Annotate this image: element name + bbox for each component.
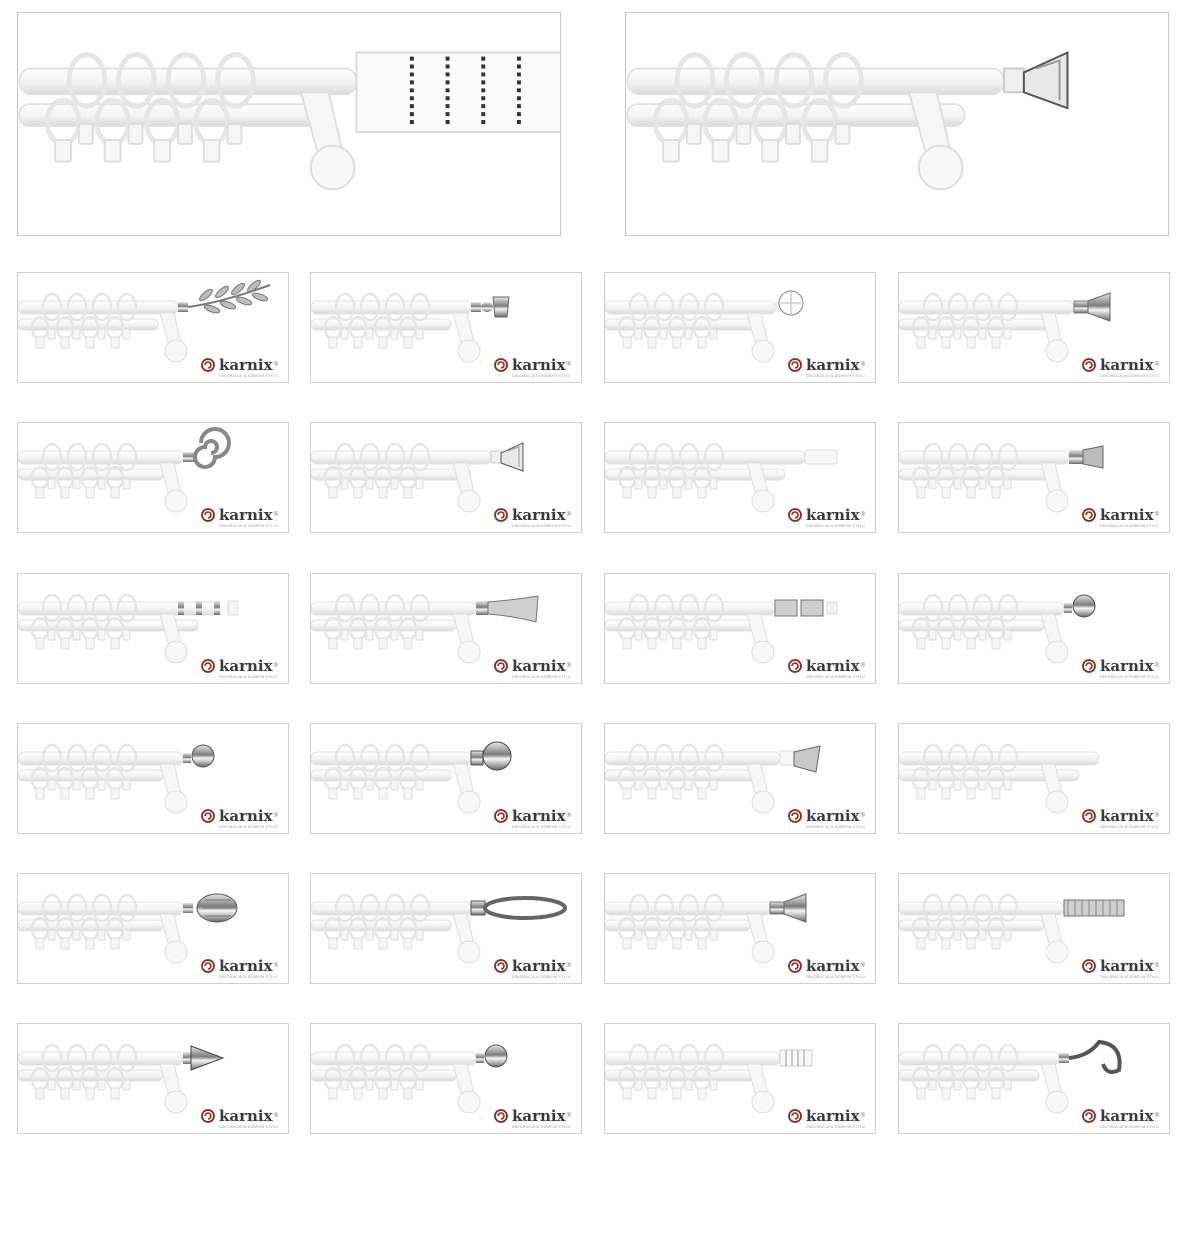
brand-tagline: DEKORACJA W DOBRYM STYLU [806, 975, 865, 979]
registered-mark: ® [273, 362, 278, 368]
brand-logo [1082, 506, 1159, 528]
brand-logo [1082, 1107, 1159, 1129]
brand-tagline: DEKORACJA W DOBRYM STYLU [219, 825, 278, 829]
registered-mark: ® [566, 663, 571, 669]
brand-logo [788, 356, 865, 378]
brand-logo [201, 1107, 278, 1129]
brand-name: karnix [1100, 657, 1154, 675]
brand-name: karnix [1100, 356, 1154, 374]
curtain-rod-band-pattern-icon [18, 13, 560, 235]
brand-logo [494, 356, 571, 378]
swirl-logo-icon [1082, 809, 1096, 823]
variant-tile [898, 1023, 1170, 1134]
brand-name: karnix [1100, 957, 1154, 975]
brand-logo [201, 657, 278, 679]
registered-mark: ® [273, 963, 278, 969]
hero-product-image-1 [17, 12, 561, 236]
brand-tagline: DEKORACJA W DOBRYM STYLU [512, 374, 571, 378]
variant-tile [17, 723, 289, 834]
registered-mark: ® [860, 362, 865, 368]
variant-tile [17, 422, 289, 533]
brand-name: karnix [806, 506, 860, 524]
registered-mark: ® [1154, 813, 1159, 819]
brand-tagline: DEKORACJA W DOBRYM STYLU [219, 675, 278, 679]
brand-name: karnix [806, 807, 860, 825]
brand-tagline: DEKORACJA W DOBRYM STYLU [512, 975, 571, 979]
swirl-logo-icon [494, 659, 508, 673]
brand-name: karnix [512, 1107, 566, 1125]
brand-name: karnix [219, 506, 273, 524]
brand-tagline: DEKORACJA W DOBRYM STYLU [512, 1125, 571, 1129]
variant-tile [604, 1023, 876, 1134]
brand-logo [494, 657, 571, 679]
variant-tile [604, 723, 876, 834]
swirl-logo-icon [1082, 508, 1096, 522]
brand-logo [788, 657, 865, 679]
swirl-logo-icon [201, 959, 215, 973]
registered-mark: ® [1154, 362, 1159, 368]
brand-tagline: DEKORACJA W DOBRYM STYLU [806, 825, 865, 829]
brand-logo [201, 506, 278, 528]
brand-tagline: DEKORACJA W DOBRYM STYLU [806, 524, 865, 528]
brand-logo [1082, 356, 1159, 378]
brand-tagline: DEKORACJA W DOBRYM STYLU [1100, 1125, 1159, 1129]
swirl-logo-icon [201, 358, 215, 372]
swirl-logo-icon [494, 809, 508, 823]
variant-tile [17, 1023, 289, 1134]
swirl-logo-icon [1082, 1109, 1096, 1123]
variant-tile [310, 723, 582, 834]
swirl-logo-icon [201, 508, 215, 522]
brand-logo [494, 807, 571, 829]
brand-tagline: DEKORACJA W DOBRYM STYLU [512, 675, 571, 679]
variant-tile [604, 873, 876, 984]
brand-name: karnix [1100, 1107, 1154, 1125]
variant-tile [604, 272, 876, 383]
swirl-logo-icon [494, 959, 508, 973]
swirl-logo-icon [788, 659, 802, 673]
brand-tagline: DEKORACJA W DOBRYM STYLU [806, 1125, 865, 1129]
variant-tile [310, 272, 582, 383]
brand-name: karnix [219, 1107, 273, 1125]
brand-name: karnix [512, 807, 566, 825]
brand-tagline: DEKORACJA W DOBRYM STYLU [219, 1125, 278, 1129]
registered-mark: ® [273, 512, 278, 518]
swirl-logo-icon [1082, 959, 1096, 973]
hero-product-image-2 [625, 12, 1169, 236]
swirl-logo-icon [201, 809, 215, 823]
brand-tagline: DEKORACJA W DOBRYM STYLU [512, 524, 571, 528]
brand-logo [201, 356, 278, 378]
swirl-logo-icon [788, 809, 802, 823]
brand-name: karnix [219, 807, 273, 825]
brand-tagline: DEKORACJA W DOBRYM STYLU [219, 374, 278, 378]
brand-logo [788, 506, 865, 528]
brand-logo [494, 506, 571, 528]
brand-name: karnix [512, 356, 566, 374]
brand-name: karnix [806, 1107, 860, 1125]
swirl-logo-icon [494, 1109, 508, 1123]
variant-tile [898, 723, 1170, 834]
variant-tile [17, 272, 289, 383]
brand-tagline: DEKORACJA W DOBRYM STYLU [1100, 825, 1159, 829]
brand-tagline: DEKORACJA W DOBRYM STYLU [806, 675, 865, 679]
brand-tagline: DEKORACJA W DOBRYM STYLU [1100, 675, 1159, 679]
curtain-rod-crystal-cone-icon [626, 13, 1168, 235]
variant-tile [898, 573, 1170, 684]
registered-mark: ® [860, 813, 865, 819]
swirl-logo-icon [201, 659, 215, 673]
registered-mark: ® [566, 963, 571, 969]
registered-mark: ® [566, 512, 571, 518]
registered-mark: ® [1154, 512, 1159, 518]
variant-tile [310, 1023, 582, 1134]
registered-mark: ® [273, 663, 278, 669]
registered-mark: ® [860, 512, 865, 518]
brand-name: karnix [1100, 807, 1154, 825]
brand-tagline: DEKORACJA W DOBRYM STYLU [1100, 524, 1159, 528]
brand-tagline: DEKORACJA W DOBRYM STYLU [219, 975, 278, 979]
registered-mark: ® [860, 663, 865, 669]
brand-name: karnix [219, 657, 273, 675]
brand-name: karnix [1100, 506, 1154, 524]
brand-name: karnix [219, 356, 273, 374]
registered-mark: ® [860, 1113, 865, 1119]
brand-tagline: DEKORACJA W DOBRYM STYLU [1100, 975, 1159, 979]
brand-name: karnix [806, 356, 860, 374]
registered-mark: ® [860, 963, 865, 969]
brand-logo [1082, 807, 1159, 829]
variant-tile [310, 573, 582, 684]
registered-mark: ® [1154, 663, 1159, 669]
brand-name: karnix [512, 506, 566, 524]
swirl-logo-icon [1082, 358, 1096, 372]
brand-logo [494, 957, 571, 979]
registered-mark: ® [273, 813, 278, 819]
brand-tagline: DEKORACJA W DOBRYM STYLU [806, 374, 865, 378]
swirl-logo-icon [788, 508, 802, 522]
brand-logo [201, 957, 278, 979]
brand-tagline: DEKORACJA W DOBRYM STYLU [512, 825, 571, 829]
brand-name: karnix [512, 957, 566, 975]
brand-name: karnix [806, 957, 860, 975]
registered-mark: ® [566, 362, 571, 368]
brand-name: karnix [219, 957, 273, 975]
swirl-logo-icon [201, 1109, 215, 1123]
brand-logo [788, 1107, 865, 1129]
swirl-logo-icon [788, 959, 802, 973]
brand-logo [494, 1107, 571, 1129]
swirl-logo-icon [494, 358, 508, 372]
brand-name: karnix [512, 657, 566, 675]
brand-tagline: DEKORACJA W DOBRYM STYLU [1100, 374, 1159, 378]
registered-mark: ® [566, 1113, 571, 1119]
variant-tile [604, 422, 876, 533]
swirl-logo-icon [788, 358, 802, 372]
variant-tile [898, 272, 1170, 383]
brand-logo [788, 807, 865, 829]
brand-name: karnix [806, 657, 860, 675]
brand-logo [1082, 657, 1159, 679]
variant-tile [17, 573, 289, 684]
brand-logo [1082, 957, 1159, 979]
variant-tile [310, 873, 582, 984]
brand-logo [788, 957, 865, 979]
registered-mark: ® [273, 1113, 278, 1119]
registered-mark: ® [1154, 963, 1159, 969]
registered-mark: ® [1154, 1113, 1159, 1119]
variant-tile [898, 422, 1170, 533]
variant-tile [310, 422, 582, 533]
swirl-logo-icon [494, 508, 508, 522]
variant-tile [17, 873, 289, 984]
swirl-logo-icon [788, 1109, 802, 1123]
registered-mark: ® [566, 813, 571, 819]
brand-logo [201, 807, 278, 829]
variant-tile [898, 873, 1170, 984]
variant-tile [604, 573, 876, 684]
swirl-logo-icon [1082, 659, 1096, 673]
brand-tagline: DEKORACJA W DOBRYM STYLU [219, 524, 278, 528]
